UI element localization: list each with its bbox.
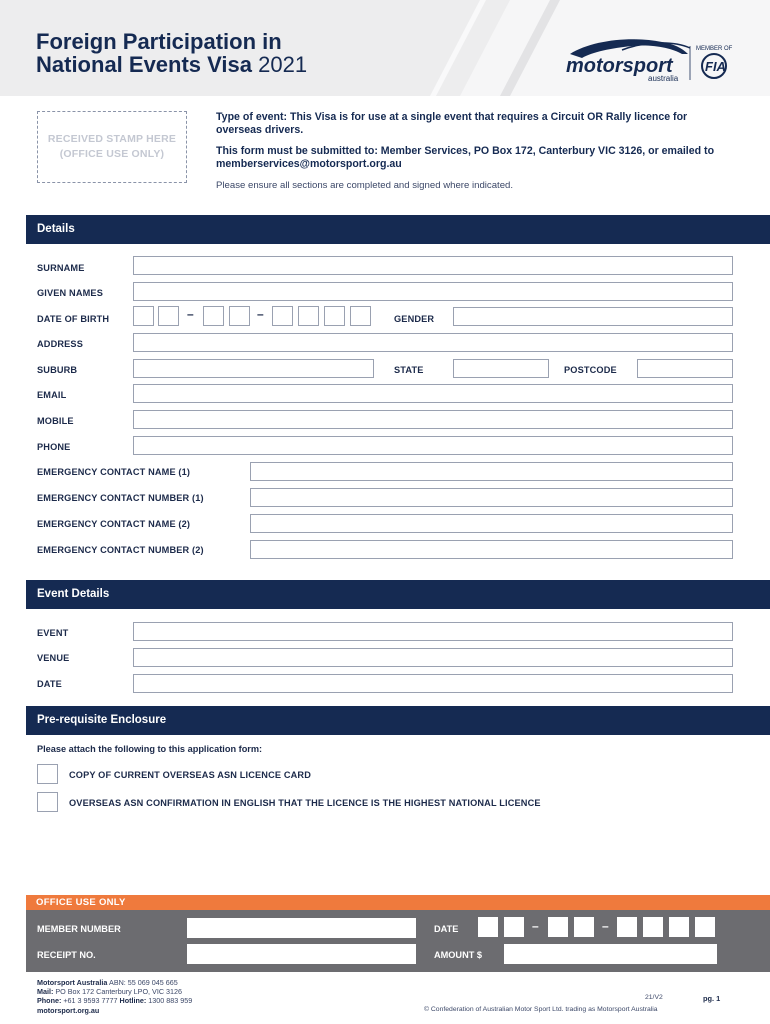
gender-field[interactable] xyxy=(453,307,733,326)
emergency-number-1-label: EMERGENCY CONTACT NUMBER (1) xyxy=(37,493,204,503)
emergency-number-2-label: EMERGENCY CONTACT NUMBER (2) xyxy=(37,545,204,555)
event-field[interactable] xyxy=(133,622,733,641)
amount-field[interactable] xyxy=(504,944,717,964)
amount-label: AMOUNT $ xyxy=(434,950,482,960)
office-date-box-2[interactable] xyxy=(504,917,524,937)
postcode-field[interactable] xyxy=(637,359,733,378)
event-date-field[interactable] xyxy=(133,674,733,693)
svg-text:FIA: FIA xyxy=(705,59,726,74)
details-section-header: Details xyxy=(26,215,770,244)
gender-label: GENDER xyxy=(394,314,435,324)
phone-field[interactable] xyxy=(133,436,733,455)
dob-month-box-2[interactable] xyxy=(229,306,250,326)
dob-label: DATE OF BIRTH xyxy=(37,314,110,324)
state-field[interactable] xyxy=(453,359,549,378)
office-date-separator-1: – xyxy=(532,919,539,933)
office-date-box-8[interactable] xyxy=(695,917,715,937)
event-date-label: DATE xyxy=(37,679,62,689)
footer-phone: +61 3 9593 7777 xyxy=(63,996,118,1006)
licence-card-label: COPY OF CURRENT OVERSEAS ASN LICENCE CARD xyxy=(69,770,311,780)
mobile-label: MOBILE xyxy=(37,416,74,426)
footer-mail: PO Box 172 Canterbury LPO, VIC 3126 xyxy=(55,987,183,997)
asn-confirmation-checkbox[interactable] xyxy=(37,792,58,812)
dob-day-box-1[interactable] xyxy=(133,306,154,326)
office-date-box-6[interactable] xyxy=(643,917,663,937)
footer-mail-label: Mail: xyxy=(37,987,54,997)
emergency-number-1-field[interactable] xyxy=(250,488,733,507)
state-label: STATE xyxy=(394,365,424,375)
dob-day-box-2[interactable] xyxy=(158,306,179,326)
member-number-field[interactable] xyxy=(187,918,416,938)
stamp-sublabel: (OFFICE USE ONLY) xyxy=(59,148,165,160)
footer-website-link[interactable]: motorsport.org.au xyxy=(37,1005,100,1015)
svg-text:MEMBER OF: MEMBER OF xyxy=(696,46,733,52)
footer-phone-label: Phone: xyxy=(37,996,62,1006)
email-label: EMAIL xyxy=(37,390,67,400)
address-field[interactable] xyxy=(133,333,733,352)
page-header xyxy=(0,0,770,96)
emergency-name-2-label: EMERGENCY CONTACT NAME (2) xyxy=(37,519,191,529)
office-date-label: DATE xyxy=(434,924,459,934)
submit-instructions: This form must be submitted to: Member Services, PO Box 172, Canterbury VIC 3126, or emailed to memberservices@motorsport.org.au xyxy=(216,145,715,170)
footer-hotline-label: Hotline: xyxy=(119,996,147,1006)
postcode-label: POSTCODE xyxy=(564,365,617,375)
event-label: EVENT xyxy=(37,628,69,638)
office-date-box-7[interactable] xyxy=(669,917,689,937)
page-number: pg. 1 xyxy=(703,994,721,1003)
received-stamp-area xyxy=(37,111,187,183)
dob-year-box-4[interactable] xyxy=(350,306,371,326)
member-number-label: MEMBER NUMBER xyxy=(37,924,121,934)
footer-contact xyxy=(37,978,192,1015)
office-date-box-4[interactable] xyxy=(574,917,594,937)
office-date-box-1[interactable] xyxy=(478,917,498,937)
given-names-label: GIVEN NAMES xyxy=(37,288,103,298)
ensure-note: Please ensure all sections are completed and signed where indicated. xyxy=(216,180,514,191)
emergency-name-2-field[interactable] xyxy=(250,514,733,533)
dob-year-box-1[interactable] xyxy=(272,306,293,326)
address-label: ADDRESS xyxy=(37,339,83,349)
emergency-name-1-label: EMERGENCY CONTACT NAME (1) xyxy=(37,467,191,477)
svg-text:australia: australia xyxy=(648,74,679,83)
prereq-section-header: Pre-requisite Enclosure xyxy=(26,706,770,735)
stamp-label: RECEIVED STAMP HERE xyxy=(47,133,177,145)
asn-confirmation-label: OVERSEAS ASN CONFIRMATION IN ENGLISH THAT THE LICENCE IS THE HIGHEST NATIONAL LICENCE xyxy=(69,798,541,808)
receipt-no-field[interactable] xyxy=(187,944,416,964)
dob-separator-2: – xyxy=(257,307,264,321)
prereq-note: Please attach the following to this application form: xyxy=(37,744,263,754)
dob-year-box-3[interactable] xyxy=(324,306,345,326)
intro-text xyxy=(216,111,716,200)
footer-version: 21/V2 xyxy=(645,994,663,1001)
mobile-field[interactable] xyxy=(133,410,733,429)
event-type-text: Type of event: This Visa is for use at a single event that requires a Circuit OR Rally licence for overseas drivers. xyxy=(216,111,688,136)
dob-year-box-2[interactable] xyxy=(298,306,319,326)
venue-label: VENUE xyxy=(37,653,70,663)
footer-abn: ABN: 55 069 045 665 xyxy=(109,978,178,987)
receipt-no-label: RECEIPT NO. xyxy=(37,950,96,960)
email-field[interactable] xyxy=(133,384,733,403)
emergency-name-1-field[interactable] xyxy=(250,462,733,481)
suburb-field[interactable] xyxy=(133,359,374,378)
svg-text:motorsport: motorsport xyxy=(566,55,673,77)
office-date-box-5[interactable] xyxy=(617,917,637,937)
surname-field[interactable] xyxy=(133,256,733,275)
motorsport-australia-logo xyxy=(562,34,742,84)
event-details-section-header: Event Details xyxy=(26,580,770,609)
dob-month-box-1[interactable] xyxy=(203,306,224,326)
office-use-header: OFFICE USE ONLY xyxy=(26,895,770,910)
office-date-separator-2: – xyxy=(602,919,609,933)
footer-hotline: 1300 883 959 xyxy=(148,996,193,1006)
footer-copyright: © Confederation of Australian Motor Sport Ltd. trading as Motorsport Australia xyxy=(424,1006,658,1013)
suburb-label: SUBURB xyxy=(37,365,78,375)
surname-label: SURNAME xyxy=(37,263,85,273)
emergency-number-2-field[interactable] xyxy=(250,540,733,559)
dob-separator-1: – xyxy=(187,307,194,321)
phone-label: PHONE xyxy=(37,442,71,452)
page-title: Foreign Participation in National Events Visa 2021 xyxy=(36,29,308,77)
footer-org: Motorsport Australia xyxy=(37,978,108,987)
venue-field[interactable] xyxy=(133,648,733,667)
office-date-box-3[interactable] xyxy=(548,917,568,937)
given-names-field[interactable] xyxy=(133,282,733,301)
licence-card-checkbox[interactable] xyxy=(37,764,58,784)
